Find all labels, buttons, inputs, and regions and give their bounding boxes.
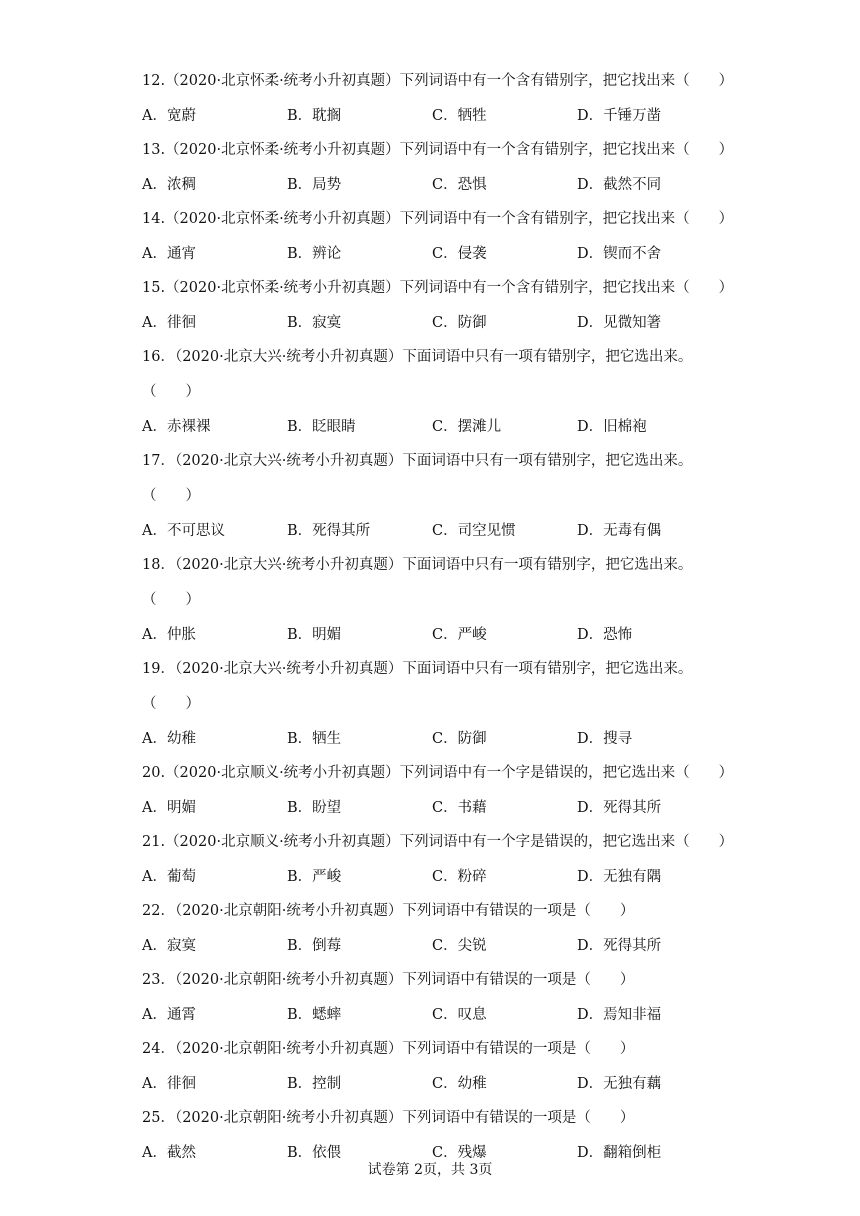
option-a: A．徘徊: [142, 315, 196, 331]
option-c: C．残爆: [432, 1145, 487, 1161]
option-a: A．赤裸裸: [142, 419, 211, 435]
option-row: [142, 520, 722, 543]
question-stem: 17．（2020·北京大兴·统考小升初真题）下面词语中只有一项有错别字，把它选出来。: [142, 453, 693, 469]
option-d: D．无独有隅: [577, 869, 662, 885]
question-item: [142, 658, 722, 751]
option-b: B．倒莓: [287, 938, 342, 954]
option-a: A．不可思议: [142, 523, 225, 539]
option-row: [142, 866, 722, 889]
option-row: [142, 1073, 722, 1096]
option-a: A．仲胀: [142, 627, 196, 643]
question-list: [142, 70, 734, 1176]
question-stem: 15.（2020·北京怀柔·统考小升初真题）下列词语中有一个含有错别字，把它找出来（ ）: [142, 280, 734, 296]
option-c: C．粉碎: [432, 869, 487, 885]
question-stem: 19．（2020·北京大兴·统考小升初真题）下面词语中只有一项有错别字，把它选出来。: [142, 661, 693, 677]
option-b: B．辨论: [287, 246, 342, 262]
option-row: [142, 797, 722, 820]
option-a: A．幼稚: [142, 731, 196, 747]
option-c: C．恐惧: [432, 177, 487, 193]
question-stem: 18．（2020·北京大兴·统考小升初真题）下面词语中只有一项有错别字，把它选出来。: [142, 557, 693, 573]
option-row: [142, 243, 722, 266]
option-c: C．幼稚: [432, 1076, 487, 1092]
option-d: D．无独有藕: [577, 1076, 662, 1092]
option-b: B．局势: [287, 177, 342, 193]
option-b: B．依偎: [287, 1145, 342, 1161]
question-item: [142, 1038, 722, 1096]
question-item: [142, 1107, 722, 1165]
question-item: [142, 70, 734, 128]
option-a: A．徘徊: [142, 1076, 196, 1092]
question-item: [142, 208, 734, 266]
option-c: C．防御: [432, 731, 487, 747]
option-row: [142, 174, 722, 197]
option-c: C．司空见惯: [432, 523, 516, 539]
option-a: A．宽蔚: [142, 108, 196, 124]
option-d: D．死得其所: [577, 800, 662, 816]
option-a: A．明媚: [142, 800, 196, 816]
option-row: [142, 416, 722, 439]
option-row: [142, 728, 722, 751]
option-row: [142, 312, 722, 335]
question-item: [142, 277, 734, 335]
option-c: C．叹息: [432, 1007, 487, 1023]
question-stem: 25．（2020·北京朝阳·统考小升初真题）下列词语中有错误的一项是（ ）: [142, 1110, 635, 1126]
question-stem: 16．（2020·北京大兴·统考小升初真题）下面词语中只有一项有错别字，把它选出来。: [142, 349, 693, 365]
option-a: A．通宵: [142, 246, 196, 262]
question-item: [142, 762, 734, 820]
option-c: C．尖锐: [432, 938, 487, 954]
option-a: A．截然: [142, 1145, 196, 1161]
option-b: B．盼望: [287, 800, 342, 816]
option-b: B．牺生: [287, 731, 342, 747]
question-item: [142, 969, 722, 1027]
option-d: D．无毒有偶: [577, 523, 662, 539]
answer-blank: （ ）: [142, 592, 200, 608]
question-item: [142, 139, 734, 197]
option-c: C．侵袭: [432, 246, 487, 262]
option-a: A．寂寞: [142, 938, 196, 954]
option-b: B．眨眼睛: [287, 419, 356, 435]
question-stem: 12.（2020·北京怀柔·统考小升初真题）下列词语中有一个含有错别字，把它找出来（ ）: [142, 73, 734, 89]
option-b: B．控制: [287, 1076, 342, 1092]
option-a: A．葡萄: [142, 869, 196, 885]
option-a: A．浓稠: [142, 177, 196, 193]
option-row: [142, 624, 722, 647]
option-c: C．书藉: [432, 800, 487, 816]
option-b: B．死得其所: [287, 523, 371, 539]
question-stem: 23．（2020·北京朝阳·统考小升初真题）下列词语中有错误的一项是（ ）: [142, 972, 635, 988]
question-stem: 13.（2020·北京怀柔·统考小升初真题）下列词语中有一个含有错别字，把它找出来（ ）: [142, 142, 734, 158]
question-item: [142, 346, 722, 439]
option-d: D．截然不同: [577, 177, 662, 193]
option-d: D．见微知箸: [577, 315, 662, 331]
question-stem: 21.（2020·北京顺义·统考小升初真题）下列词语中有一个字是错误的，把它选出来（ ）: [142, 834, 734, 850]
option-d: D．搜寻: [577, 731, 633, 747]
option-b: B．严峻: [287, 869, 342, 885]
option-row: [142, 1004, 722, 1027]
question-item: [142, 554, 722, 647]
option-b: B．明媚: [287, 627, 342, 643]
answer-blank: （ ）: [142, 384, 200, 400]
question-stem: 24．（2020·北京朝阳·统考小升初真题）下列词语中有错误的一项是（ ）: [142, 1041, 635, 1057]
option-row: [142, 935, 722, 958]
option-d: D．锲而不舍: [577, 246, 662, 262]
option-c: C．摆滩儿: [432, 419, 502, 435]
option-b: B．寂寞: [287, 315, 342, 331]
option-c: C．严峻: [432, 627, 487, 643]
question-stem: 22．（2020·北京朝阳·统考小升初真题）下列词语中有错误的一项是（ ）: [142, 903, 635, 919]
page-footer: 试卷第 2页，共 3页: [367, 1162, 493, 1178]
option-row: [142, 105, 722, 128]
option-d: D．恐怖: [577, 627, 633, 643]
option-d: D．千锤万凿: [577, 108, 662, 124]
answer-blank: （ ）: [142, 696, 200, 712]
question-item: [142, 450, 722, 543]
option-d: D．死得其所: [577, 938, 662, 954]
option-d: D．焉知非福: [577, 1007, 662, 1023]
option-d: D．翻箱倒柜: [577, 1145, 662, 1161]
question-item: [142, 900, 722, 958]
option-c: C．防御: [432, 315, 487, 331]
question-stem: 14.（2020·北京怀柔·统考小升初真题）下列词语中有一个含有错别字，把它找出来（ ）: [142, 211, 734, 227]
option-d: D．旧棉袍: [577, 419, 647, 435]
answer-blank: （ ）: [142, 488, 200, 504]
question-item: [142, 831, 734, 889]
option-b: B．蟋蟀: [287, 1007, 342, 1023]
question-stem: 20.（2020·北京顺义·统考小升初真题）下列词语中有一个字是错误的，把它选出来（ ）: [142, 765, 734, 781]
option-c: C．牺牲: [432, 108, 487, 124]
option-a: A．通霄: [142, 1007, 196, 1023]
option-b: B．耽搁: [287, 108, 342, 124]
